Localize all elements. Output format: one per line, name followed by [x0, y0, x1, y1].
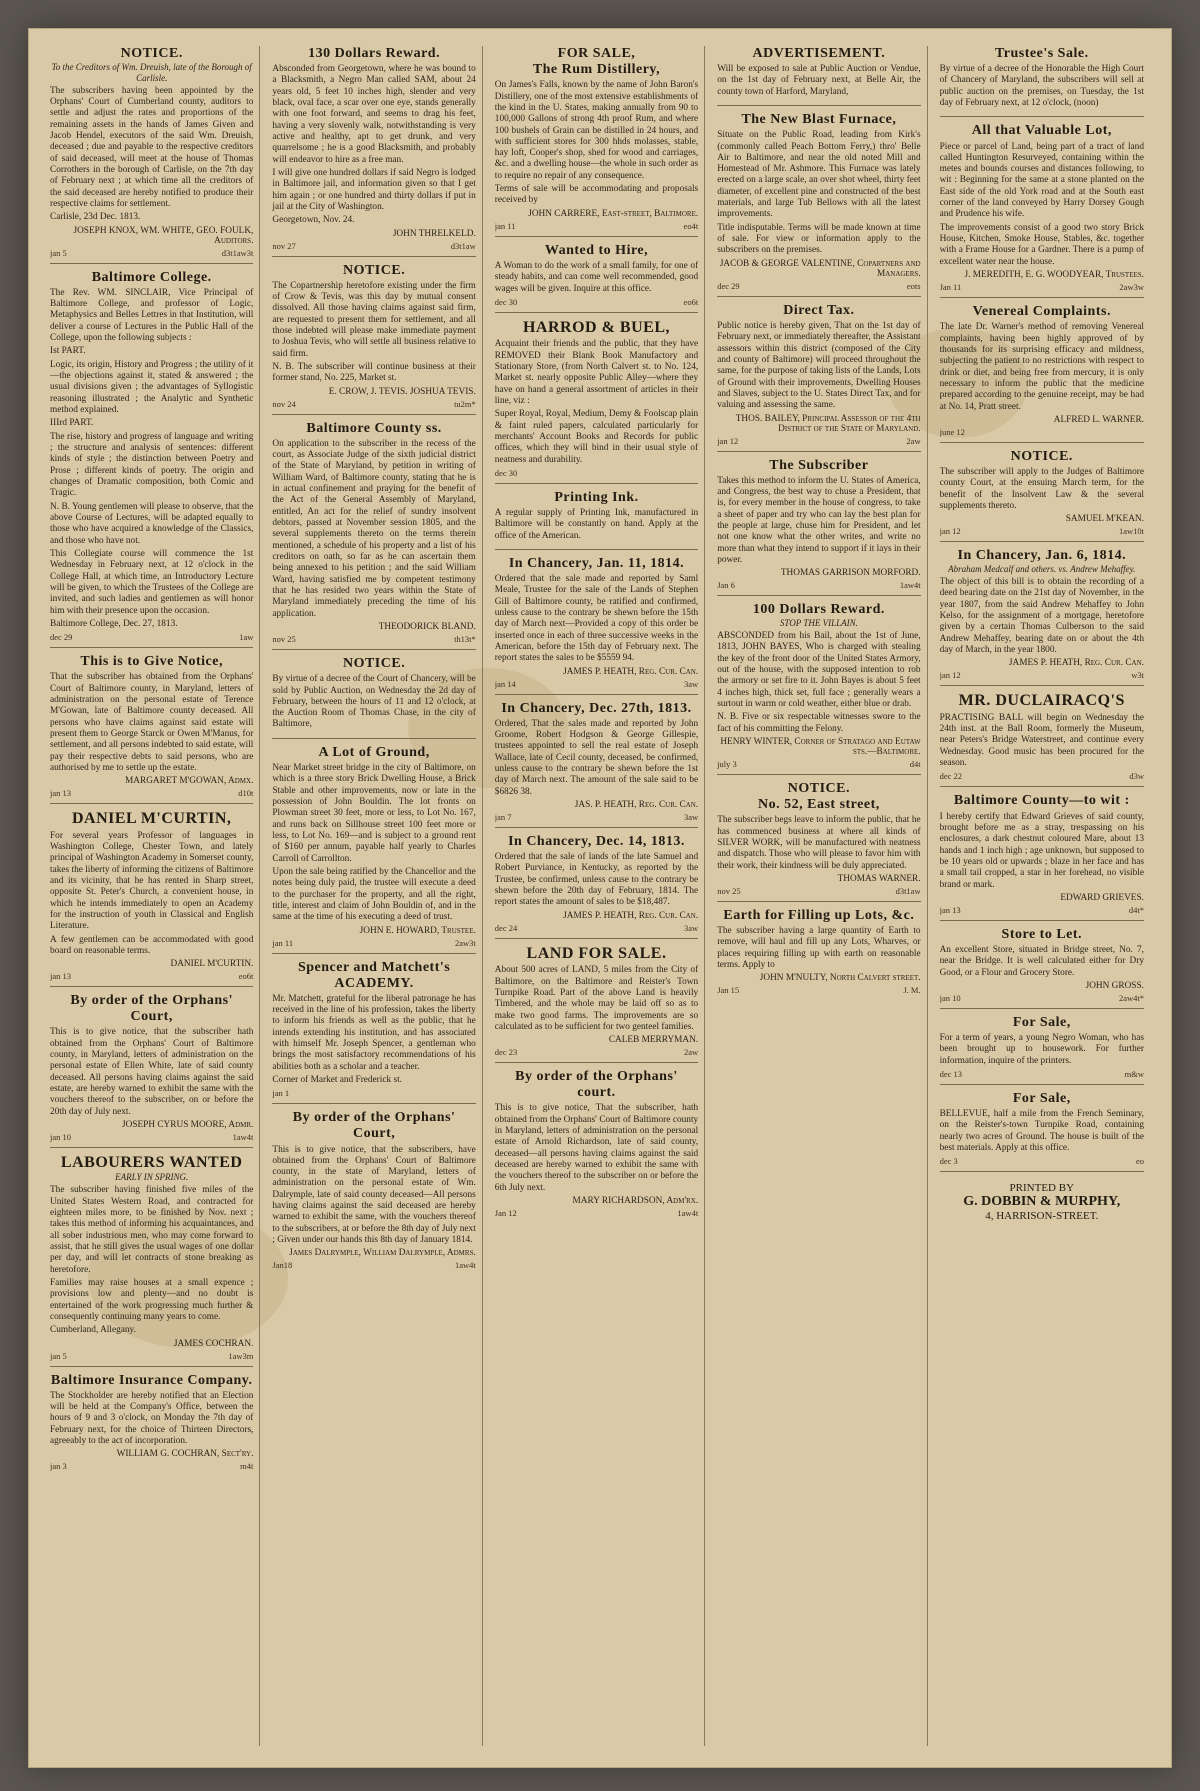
ad-paragraph: A few gentlemen can be accommodated with good board on reasonable terms. [50, 934, 254, 956]
ad-paragraph: Ordered, That the sales made and reported by John Groome, Robert Hodgson & George Gillespie, trustees appointed to sell the real estate of Joseph Wallace, late of Cecil county, deceased, be confirmed, unless cause to the contrary be shewn before the 1st day of March next. The amount of the sale said to be $6826 38. [494, 718, 699, 797]
ad-paragraph: Public notice is hereby given, That on the 1st day of February next, or immediately thereafter, the Assistant assessors within this district (composed of the City and county of Baltimore) will proceed throughout the same, for the purpose of taking lists of the Lands, Lots of Ground with their improvements, Dwelling Houses and Slaves, subject to the U. States Direct Tax, and for valuing and assessing the same. [717, 320, 921, 411]
ad-headline: Printing Ink. [554, 489, 639, 505]
ad-signature: JOHN GROSS. [1085, 980, 1144, 991]
ad-headline: DANIEL M'CURTIN, [71, 810, 232, 828]
ad-subtitle: To the Creditors of Wm. Dreuish, late of the Borough of Carlisle. [51, 62, 252, 83]
ad-signature: WILLIAM G. COCHRAN, Sect'ry. [116, 1449, 254, 1460]
ad-insertion-date: jan 13 [50, 788, 72, 799]
ad-insertion-date: jan 13 [939, 904, 961, 915]
ad-subtitle: STOP THE VILLAIN. [779, 618, 858, 629]
ad-insertion-mark: th13t* [454, 634, 476, 645]
advertisement [495, 1069, 698, 1223]
ad-headline: A Lot of Ground, [318, 744, 430, 760]
advertisement [940, 123, 1144, 298]
ad-headline: LABOURERS WANTED [60, 1154, 243, 1172]
ad-insertion-date: dec 23 [494, 1047, 518, 1058]
ad-headline: Wanted to Hire, [544, 242, 649, 258]
ad-paragraph: The subscriber having a large quantity of Earth to remove, will haul and fill up any Lots, Wharves, or places requiring filling up with earth on reasonable terms. Apply to [717, 925, 921, 970]
ad-paragraph: Ordered that the sale of lands of the late Samuel and Robert Purviance, in Kentucky, as reported by the Trustee, be confirmed, unless cause to the contrary be shewn before the 20th day of February, 1814. The report states the amount of sales to be $18,487. [494, 852, 699, 908]
ad-signature: JOHN M'NULTY, North Calvert street. [759, 973, 921, 984]
ad-headline: This is to Give Notice, [80, 654, 223, 670]
ad-paragraph: That the subscriber has obtained from the Orphans' Court of Baltimore county, in Maryland, letters of administration on the personal estate of Terence M'Gowan, late of Baltimore county deceased. All persons who have claims against said estate will present them to George Starck or Owen M'Manus, for settlement, and all persons indebted to said estate, will pay their respective debts to said persons, who are authorised by me to settle up the estate. [50, 672, 254, 773]
ad-insertion-mark: eots [906, 280, 921, 291]
advertisement [940, 46, 1144, 117]
ad-headline: Earth for Filling up Lots, &c. [723, 907, 915, 923]
ad-insertion-date: dec 3 [939, 1156, 958, 1167]
ad-insertion-mark: 1aw3m [228, 1350, 254, 1361]
ad-insertion-code [50, 971, 253, 981]
ad-insertion-code [495, 923, 698, 933]
ad-insertion-date: Jan 12 [494, 1207, 517, 1218]
ad-dateline: Baltimore College, Dec. 27, 1813. [50, 618, 178, 629]
printer-address: 4, HARRISON-STREET. [985, 1210, 1099, 1223]
ad-insertion-code [495, 812, 698, 822]
advertisement [50, 810, 253, 987]
ad-headline: 100 Dollars Reward. [752, 602, 885, 618]
ad-insertion-date: jan 12 [717, 435, 739, 446]
ad-headline: NOTICE. [342, 656, 406, 672]
ad-insertion-date: jan 11 [494, 220, 516, 231]
ad-insertion-mark: 3aw [684, 812, 699, 823]
ad-insertion-date: jan 12 [939, 670, 961, 681]
ad-insertion-mark: 3aw [684, 922, 699, 933]
advertisement [50, 993, 253, 1148]
ad-insertion-code [272, 938, 475, 948]
ad-insertion-code [50, 1132, 253, 1142]
advertisement [940, 927, 1144, 1009]
ad-insertion-mark: eo6t [683, 296, 699, 307]
ad-insertion-code [940, 993, 1144, 1003]
ad-paragraph: N. B. The subscriber will continue business at their former stand, No. 225, Market st. [272, 362, 476, 384]
advertisement [272, 1110, 475, 1275]
ad-signature: ALFRED L. WARNER. [1053, 414, 1144, 425]
column-4 [717, 46, 927, 1746]
ad-paragraph: Families may raise houses at a small expence ; provisions low and plenty—and no doubt is entertained of the work progressing much further & consequently continuing many years to come. [50, 1277, 254, 1322]
ad-paragraph: An excellent Store, situated in Bridge street, No. 7, near the Bridge. It is well calculated either for Dry Good, or a Flour and Grocery Store. [939, 944, 1144, 978]
advertisement [717, 602, 920, 775]
ad-insertion-date: jan 12 [939, 526, 961, 537]
ad-signature: J. MEREDITH, E. G. WOODYEAR, Trustees. [964, 270, 1144, 281]
ad-paragraph: This is to give notice, that the subscribers, have obtained from the Orphans' Court of Baltimore county, in the state of Maryland, letters of administration on the personal estate of Wm. Dalrymple, late of said county deceased—All persons having claims against the said deceased are hereby warned to exhibit the same, with the vouchers thereof to the subscribers, at or before the 8th day of July next ; Given under our hands this 8th day of January 1814. [272, 1144, 476, 1246]
ad-signature: CALEB MERRYMAN. [608, 1035, 699, 1046]
ad-insertion-mark: d3w [1129, 771, 1144, 782]
ad-paragraph: On application to the subscriber in the recess of the court, as Associate Judge of the sixth judicial district of the State of Maryland, by petition in writing of William Ward, of Baltimore county, stating that he is in actual confinement and praying for the benefit of the Act of the General Assembly of Maryland, entitled, An act for the relief of sundry insolvent debtors, passed at November session 1805, and the several supplements thereto on the terms therein mentioned, a schedule of his property and a list of his creditors on oath, so far as he can ascertain them being annexed to his petition ; and the said William Ward, having satisfied me by competent testimony that he has resided two years within the State of Maryland immediately preceding the time of his application. [272, 438, 476, 619]
ad-headline: By order of the Orphans' Court, [292, 1110, 456, 1142]
ad-headline: In Chancery, Jan. 11, 1814. [508, 555, 685, 571]
ad-insertion-mark: 1aw [239, 632, 254, 643]
ad-insertion-code [940, 282, 1144, 292]
ad-paragraph: The subscribers having been appointed by the Orphans' Court of Cumberland county, auditors to settle and adjust the rates and proportions of the remaining assets in the hands of James Given and Jacob Hendel, executors of the said Wm. Dreuish, deceased ; due and payable to the respective creditors of said deceased, will meet at the house of Thomas Corrothers in the borough of Carlisle, on the 7th day of February next ; at which time all the creditors of the said deceased are hereby notified to produce their respective claims for settlement. [50, 85, 254, 209]
ad-signature: JAMES COCHRAN. [173, 1338, 254, 1349]
ad-paragraph: The improvements consist of a good two story Brick House, Kitchen, Smoke House, Stables, &c. together with a Frame House for a Gardner. There is a pump of excellent water near the house. [939, 222, 1144, 267]
ad-headline: Baltimore County ss. [306, 420, 442, 436]
ad-insertion-mark: tu2m* [454, 398, 476, 409]
ad-paragraph: Piece or parcel of Land, being part of a tract of land called Huntington Resurveyed, containing within the metes and bounds courses and distances following, to wit : Beginning for the same at a stone planted on the East side of the old York road and at the South east corner of the land conveyed by Harry Dorsey Gough and Prudence his wife. [939, 141, 1144, 220]
ad-insertion-code [495, 1047, 698, 1057]
column-grid [50, 46, 1150, 1746]
ad-insertion-code [717, 436, 920, 446]
ad-insertion-date: jan 3 [50, 1461, 67, 1472]
advertisement [940, 692, 1144, 787]
ad-paragraph: By virtue of a decree of the Honorable the High Court of Chancery of Maryland, the subscribers will sell at public auction on the premises, on Tuesday, the 1st day of February next, at 12 o'clock, (noon) [939, 64, 1144, 109]
ad-insertion-mark: J. M. [903, 985, 921, 996]
ad-paragraph: ABSCONDED from his Bail, about the 1st of June, 1813, JOHN BAYES, Who is charged with stealing the key of the front door of the United States Armory, out of the house, with the supposed intention to rob the armory or set fire to it. John Bayes is about 5 feet 4 inches high, thick set, full face ; generally wears a surtout in warm or cold weather, either blue or drab. [717, 631, 921, 710]
ad-paragraph: The object of this bill is to obtain the recording of a deed bearing date on the 21st day of November, in the year 1807, from the said Andrew Mehaffey to John Kelso, for the assignment of a mortgage, heretofore given by a certain Thomas Culberson to the said Andrew Mehaffey, bearing date on or about the 4th day of March, in the year 1800. [939, 577, 1144, 656]
ad-insertion-mark: 2aw3w [1119, 282, 1144, 293]
ad-insertion-date: jan 10 [939, 992, 961, 1003]
ad-paragraph: Corner of Market and Frederick st. [272, 1074, 402, 1085]
ad-insertion-code [940, 526, 1144, 536]
ad-paragraph: The Rev. WM. SINCLAIR, Vice Principal of Baltimore College, and professor of Logic, Metaphysics and Belles Lettres in that Institution, will deliver a course of Lectures in the Public Hall of the College, upon the following subjects : [50, 287, 254, 344]
ad-insertion-date: nov 25 [717, 885, 741, 896]
ad-paragraph: The late Dr. Warner's method of removing Venereal complaints, having been highly approved of by thousands for its surprising efficacy and mildness, subjecting the patient to no restrictions with respect to drink or diet, and being free from mercury, it is only necessary to inform the public that the medicine prepared according to the genuine receipt, may be had at No. 14, Pratt street. [939, 322, 1144, 412]
ad-dateline: Cumberland, Allegany. [50, 1325, 136, 1336]
ad-headline: Baltimore Insurance Company. [50, 1372, 253, 1388]
ad-signature: MARY RICHARDSON, Adm'rx. [572, 1195, 699, 1206]
advertisement [495, 834, 698, 939]
newspaper-page [28, 28, 1172, 1768]
ad-insertion-code [495, 1208, 698, 1218]
ad-insertion-date: Jan 11 [939, 282, 962, 293]
ad-insertion-mark: d4t [909, 759, 921, 770]
ad-signature: JOHN CARRERE, East-street, Baltimore. [528, 208, 699, 219]
ad-headline: The Subscriber [769, 457, 869, 473]
ad-headline: Direct Tax. [783, 302, 855, 318]
ad-paragraph: This is to give notice, that the subscriber hath obtained from the Orphans' Court of Baltimore county, in Maryland, letters of administration on the personal estate of Ellen White, late of said county deceased. All persons having claims against the said estate, are hereby warned to exhibit the same with the vouchers thereof to the subscriber, on or before the 20th day of July next. [50, 1027, 254, 1117]
advertisement [50, 1373, 253, 1477]
column-2 [272, 46, 482, 1746]
ad-signature: JOHN E. HOWARD, Trustee. [359, 925, 476, 936]
ad-headline: MR. DUCLAIRACQ'S [958, 692, 1125, 710]
ad-signature: THEODORICK BLAND. [378, 622, 476, 633]
ad-paragraph: Will be exposed to sale at Public Auction or Vendue, on the 1st day of February next, at Belle Air, the county town of Harford, Maryland, [717, 64, 921, 97]
ad-signature: James Dalrymple, William Dalrymple, Admrs. [289, 1248, 476, 1259]
ad-insertion-mark: d3t1aw [895, 885, 921, 896]
ad-signature: SAMUEL M'KEAN. [1065, 514, 1144, 525]
ad-paragraph: This is to give notice, That the subscriber, hath obtained from the Orphans' Court of Baltimore county in Maryland, letters of administration on the personal estate of Arnold Richardson, late of said county, deceased—all persons having claims against the said deceased are hereby warned to exhibit the same with the vouchers thereof to the subscriber on or before the 6th July next. [494, 1103, 699, 1193]
ad-headline: Venereal Complaints. [972, 304, 1111, 320]
ad-insertion-mark: w3t [1131, 670, 1144, 681]
ad-insertion-date: dec 29 [50, 632, 73, 643]
ad-headline: Trustee's Sale. [995, 46, 1089, 61]
advertisement [495, 490, 698, 550]
ad-insertion-mark: 2aw3t [455, 937, 476, 948]
advertisement [940, 548, 1144, 686]
advertisement [940, 449, 1144, 542]
ad-insertion-date: june 12 [939, 426, 965, 437]
printer-imprint [940, 1182, 1144, 1222]
ad-paragraph: Takes this method to inform the U. States of America, and Congress, the best way to chuse a President, that is, for every member in the house of congress, to take a sheet of paper and try who can lay the best plan for the people at large, chuse him for President, and let not one know what the other writes, and write no more than what they intend to support if it lays in their power. [717, 475, 921, 565]
ad-insertion-date: dec 22 [939, 771, 963, 782]
ad-headline: NOTICE. [787, 781, 850, 797]
ad-insertion-code [940, 1156, 1144, 1166]
ad-signature: JAMES P. HEATH, Reg. Cur. Can. [563, 910, 699, 921]
ad-headline: NOTICE. [120, 46, 183, 61]
ad-headline: The New Blast Furnace, [741, 112, 897, 128]
ad-headline: In Chancery, Jan. 6, 1814. [957, 548, 1127, 564]
ad-insertion-date: nov 24 [272, 398, 296, 409]
ad-paragraph: About 500 acres of LAND, 5 miles from the City of Baltimore, on the Baltimore and Reister's Town Turnpike Road. Part of the above Land is heavily Timbered, and the whole may be laid off so as to make two good farms. The improvements are so calculated as to be sufficient for two genteel families. [494, 965, 699, 1032]
ad-paragraph: For a term of years, a young Negro Woman, who has been brought up to housework. For further information, inquire of the printers. [939, 1033, 1144, 1066]
advertisement [495, 319, 698, 484]
ad-insertion-mark: 2aw4t* [1118, 992, 1144, 1003]
ad-paragraph: Near Market street bridge in the city of Baltimore, on which is a three story Brick Dwelling House, a Brick Stable and other improvements, now or late in the possession of John Bouldin. The lot fronts on Plowman street 30 feet, more or less, to Lot No. 167, and runs back on Sillhouse street 100 feet more or less, to Lot No. 169—and is subject to a ground rent of $160 per annum, payable half yearly to Charles Carroll of Carrollton. [272, 762, 476, 864]
advertisement [940, 1015, 1144, 1085]
ad-insertion-date: Jan 15 [717, 985, 740, 996]
ad-signature: JOHN THRELKELD. [392, 228, 476, 239]
ad-insertion-mark: 1aw4t [899, 580, 921, 591]
ad-insertion-code [272, 634, 475, 644]
ad-paragraph: Mr. Matchett, grateful for the liberal patronage he has received in the line of his profession, takes the liberty to inform his friends as well as the public, that he intends extending his institution, and has associated with himself Mr. Joseph Spencer, a gentleman who brings the most satisfactory recommendations of his abilities both as a scholar and a teacher. [272, 993, 476, 1072]
ad-paragraph: The subscriber having finished five miles of the United States Western Road, and contracted for eighteen miles more, to be finished by Nov. next ; takes this method of informing his acquaintances, and all sober industrious men, who may come forward to assist, that he still gives the usual wages of one dollar per day, and will let contracts of stone breaking as heretofore. [50, 1185, 254, 1275]
ad-insertion-date: dec 29 [717, 280, 740, 291]
ad-headline: ADVERTISEMENT. [752, 46, 886, 61]
ad-signature: THOMAS GARRISON MORFORD. [780, 568, 921, 579]
ad-headline: NOTICE. [1010, 448, 1073, 464]
ad-insertion-date: jan 5 [50, 247, 67, 258]
ad-signature: EDWARD GRIEVES. [1060, 892, 1144, 903]
ad-paragraph: The Copartnership heretofore existing under the firm of Crow & Tevis, was this day by mutual consent dissolved. All those having claims against said firm, are requested to present them for settlement, and all those indebted will please make immediate payment to Joshua Tevis, who will settle all business relative to said firm. [272, 280, 476, 359]
ad-subheadline: No. 52, East street, [758, 797, 880, 813]
advertisement [272, 46, 475, 257]
ad-headline: Spencer and Matchett's [297, 959, 451, 975]
ad-paragraph: Terms of sale will be accommodating and proposals received by [494, 184, 699, 206]
ad-insertion-code [940, 670, 1144, 680]
advertisement [495, 945, 698, 1063]
ad-headline: For Sale, [1012, 1091, 1071, 1106]
advertisement [50, 1154, 253, 1366]
ad-insertion-code [50, 632, 253, 642]
ad-paragraph: The subscriber will apply to the Judges of Baltimore county Court, at the ensuing March term, for the benefit of the Insolvent Law & the several supplements thereto. [939, 466, 1144, 511]
column-5 [940, 46, 1150, 1746]
ad-insertion-mark: 3aw [684, 678, 699, 689]
advertisement [495, 243, 698, 313]
ad-subheadline: ACADEMY. [334, 975, 414, 991]
ad-insertion-code [717, 886, 920, 896]
ad-insertion-code [50, 1351, 253, 1361]
advertisement [717, 112, 920, 297]
advertisement [272, 421, 475, 650]
advertisement [50, 654, 253, 804]
ad-paragraph: BELLEVUE, half a mile from the French Seminary, on the Reister's-town Turnpike Road, containing nearly two acres of Ground. The house is built of the best materials. Apply at this office. [939, 1109, 1144, 1154]
ad-paragraph: I will give one hundred dollars if said Negro is lodged in Baltimore jail, and information given so that I get him again ; or one hundred and thirty dollars if put in jail at the City of Washington. [272, 168, 476, 213]
ad-insertion-mark: eo6t [238, 971, 254, 982]
ad-headline: HARROD & BUEL, [522, 318, 670, 336]
ad-insertion-date: Jan 6 [717, 580, 735, 591]
ad-paragraph: PRACTISING BALL will begin on Wednesday the 24th inst. at the Ball Room, formerly the Museum, near Peters's Bridge Waterstreet, and continue every Wednesday. Good music has been procured for the season. [939, 712, 1144, 769]
ad-paragraph: I hereby certify that Edward Grieves of said county, brought before me as a stray, trespassing on his enclosures, a dark chestnut coloured Mare, about 13 hands and 1 inch high ; age unknown, but supposed to be 10 years old or upwards ; blaze in her face and has a small tail cropped, a star in her forehead, no visible brand or mark. [939, 811, 1144, 890]
ad-insertion-code [940, 905, 1144, 915]
ad-dateline: Carlisle, 23d Dec. 1813. [50, 212, 141, 223]
ad-insertion-code [50, 1461, 253, 1471]
advertisement [50, 46, 253, 264]
ad-subtitle: Abraham Medcalf and others. vs. Andrew Mehaffey. [948, 564, 1136, 575]
ad-insertion-mark: m4t [240, 1461, 254, 1472]
printer-line: PRINTED BY [1009, 1182, 1075, 1195]
advertisement [272, 745, 475, 954]
advertisement [495, 46, 698, 237]
ad-insertion-date: nov 25 [272, 634, 296, 645]
ad-insertion-date: jan 1 [272, 1088, 290, 1099]
ad-paragraph: For several years Professor of languages in Washington College, Chester Town, and lately principal of Washington Academy in Somerset county, takes the liberty of informing the citizens of Baltimore and its vicinity, that he has rented in Sharp street, opposite St. Peter's Church, a convenient house, in which he intends immediately to open an Academy for the instruction of youth in Classical and English Literature. [50, 830, 254, 932]
ad-insertion-date: dec 24 [494, 922, 518, 933]
ad-paragraph: On James's Falls, known by the name of John Baron's Distillery, one of the most extensive establishments of the kind in the U. States, making annually from 90 to 100,000 Gallons of strong 4th proof Rum, and where 100 bushels of Grain can be distilled in 24 hours, and with sufficient stores for 300 hhds molasses, stable, hay loft, Cooper's shop, shed for wood and carriages, &c. and a dwelling house—the whole in such order as to require no repair of any consequence. [494, 80, 699, 181]
ad-insertion-mark: d3t1aw3t [221, 247, 254, 258]
ad-insertion-date: dec 30 [494, 467, 518, 478]
ad-headline: Baltimore College. [91, 269, 212, 285]
ad-headline: In Chancery, Dec. 27th, 1813. [501, 700, 692, 716]
ad-paragraph: A Woman to do the work of a small family, for one of steady habits, and can come well recommended, good wages will be given. Inquire at this office. [494, 260, 699, 294]
ad-insertion-date: jan 13 [50, 971, 72, 982]
ad-headline: By order of the Orphans' court. [515, 1069, 678, 1101]
ad-paragraph: Super Royal, Royal, Medium, Demy & Foolscap plain & faint ruled papers, calculated particularly for merchants' Account Books and Records for public offices, which they will bind in their usual style of neatness and durability. [494, 409, 699, 465]
ad-insertion-code [940, 427, 1144, 437]
ad-dateline: Georgetown, Nov. 24. [272, 215, 355, 226]
advertisement [940, 793, 1144, 920]
ad-paragraph: Upon the sale being ratified by the Chancellor and the notes being duly paid, the trustee will execute a deed to the purchaser for the property, and all the right, title, interest and claim of John Bouldin of, and in the same at the time of his executing a deed of trust. [272, 866, 476, 923]
ad-insertion-mark: d10t [238, 788, 254, 799]
ad-insertion-mark: 2aw [906, 435, 921, 446]
ad-headline: 130 Dollars Reward. [308, 46, 441, 61]
ad-insertion-mark: 1aw10t [1118, 526, 1144, 537]
ad-signature: DANIEL M'CURTIN. [170, 959, 254, 970]
ad-insertion-date: july 3 [717, 759, 737, 770]
ad-insertion-code [495, 297, 698, 307]
ad-signature: JOSEPH KNOX, WM. WHITE, GEO. FOULK, Auditors. [73, 225, 254, 246]
ad-paragraph: A regular supply of Printing Ink, manufactured in Baltimore will be constantly on hand. Apply at the office of the American. [494, 507, 699, 541]
advertisement [717, 908, 920, 1000]
ad-signature: JAMES P. HEATH, Reg. Cur. Can. [563, 666, 699, 677]
ad-insertion-mark: 1aw4t [677, 1207, 699, 1218]
advertisement [940, 1091, 1144, 1172]
ad-paragraph: N. B. Young gentlemen will please to observe, that the above Course of Lectures, will be adapted equally to those who have acquired a knowledge of the Classics, and those who have not. [50, 501, 254, 546]
ad-insertion-code [717, 580, 920, 590]
ad-insertion-mark: 2aw [684, 1047, 699, 1058]
ad-insertion-mark: eo4t [683, 220, 699, 231]
ad-insertion-date: nov 27 [272, 240, 296, 251]
ad-paragraph: Title indisputable. Terms will be made known at time of sale. For view or information apply to the subscribers on the premises. [717, 222, 921, 256]
ad-insertion-mark: 1aw4t [232, 1132, 254, 1143]
ad-signature: MARGARET M'GOWAN, Admx. [125, 776, 254, 787]
ad-signature: THOMAS WARNER. [837, 873, 921, 884]
ad-headline: In Chancery, Dec. 14, 1813. [508, 834, 685, 850]
ad-insertion-date: jan 5 [50, 1350, 67, 1361]
printer-name: G. DOBBIN & MURPHY, [963, 1194, 1121, 1210]
advertisement [272, 960, 475, 1105]
ad-insertion-code [495, 221, 698, 231]
advertisement [272, 656, 475, 739]
ad-headline: For Sale, [1012, 1014, 1071, 1030]
ad-subtitle: EARLY IN SPRING. [115, 1172, 189, 1183]
ad-signature: THOS. BAILEY, Principal Assessor of the 4th District of the State of Maryland. [735, 413, 921, 434]
ad-headline: Store to Let. [1001, 926, 1083, 942]
ad-signature: JAS. P. HEATH, Reg. Cur. Can. [574, 800, 699, 811]
ad-paragraph: Ordered that the sale made and reported by Saml Meale, Trustee for the sale of the Lands of Stephen Gill of Baltimore county, be ratified and confirmed, unless cause to the contrary be shewn before the 15th day of March next—Provided a copy of this order be inserted once in each of three successive weeks in the American, before the 15th day of February next. The report states the sales to be $5559 94. [494, 574, 699, 664]
ad-signature: JOSEPH CYRUS MOORE, Admr. [121, 1120, 254, 1131]
ad-insertion-code [272, 1088, 475, 1098]
advertisement [272, 263, 475, 415]
ad-paragraph: Acquaint their friends and the public, that they have REMOVED their Blank Book Manufactory and Stationary Store, (from North Calvert st. to No. 124, Market st. nearly opposite Public Alley—where they have on hand a general assortment of articles in their line, viz : [494, 339, 699, 406]
column-3 [495, 46, 705, 1746]
ad-paragraph: This Collegiate course will commence the 1st Wednesday in February next, at 12 o'clock in the College Hall, at which time, an Introductory Lecture will be given, to which the Trustees of the College are invited, and such ladies and gentlemen as will honor him with their presence upon the occasion. [50, 548, 254, 616]
ad-signature: JAMES P. HEATH, Reg. Cur. Can. [1008, 658, 1144, 669]
ad-insertion-code [940, 1069, 1144, 1079]
ad-paragraph: Logic, its origin, History and Progress ; the utility of it—the objections against it, stated & answered ; the usual divisions given ; the advantages of Syllogistic reasoning illustrated ; the Analytic and Synthetic method explained. [50, 359, 254, 415]
ad-signature: HENRY WINTER, Corner of Stratago and Eutaw sts.—Baltimore. [720, 737, 921, 758]
ad-paragraph: The rise, history and progress of language and writing ; the structure and analysis of sentences: different kinds of style ; the distinction between Poetry and Prose ; different kinds of poetry. The origin and changes of Dramatic composition, both Comic and Tragic. [50, 431, 254, 499]
advertisement [717, 458, 920, 597]
ad-insertion-date: dec 13 [939, 1069, 963, 1079]
ad-insertion-code [272, 241, 475, 251]
ad-paragraph: The Stockholder are hereby notified that an Election will be held at the Company's Office, between the hours of 9 and 3 o'clock, on Monday the 7th day of February next, for the choice of Thirteen Directors, agreeably to the act of incorporation. [50, 1390, 254, 1446]
ad-insertion-mark: 1aw4t [455, 1260, 476, 1271]
column-1 [50, 46, 260, 1746]
ad-insertion-code [495, 468, 698, 478]
ad-insertion-code [717, 281, 920, 291]
ad-insertion-mark: d3t1aw [450, 240, 476, 251]
advertisement [717, 781, 920, 902]
ad-paragraph: By virtue of a decree of the Court of Chancery, will be sold by Public Auction, on Wednesday the 2d day of February, between the hours of 11 and 12 o'clock, at the Auction Room of Thomas Chase, in the city of Baltimore, [272, 674, 476, 730]
ad-insertion-code [272, 1260, 475, 1270]
ad-insertion-date: jan 10 [50, 1132, 72, 1143]
advertisement [495, 701, 698, 828]
ad-insertion-mark: eo [1135, 1156, 1144, 1167]
ad-signature: E. CROW, J. TEVIS. JOSHUA TEVIS. [328, 386, 476, 397]
advertisement [940, 304, 1144, 443]
ad-insertion-code [272, 399, 475, 409]
ad-paragraph: Ist PART. [50, 346, 86, 357]
ad-paragraph: Situate on the Public Road, leading from Kirk's (commonly called Peach Bottom Ferry,) thro' Belle Air to Baltimore, and near the old noted Mill and Homestead of Mr. Ashmore. This Furnace was lately erected on a large scale, an over shot wheel, thirty feet diameter, of excellent pine and constructed of the best materials, and large Tub Bellows with all the latest improvements. [717, 130, 921, 220]
ad-insertion-code [50, 248, 253, 258]
ad-insertion-mark: m&w [1124, 1069, 1144, 1079]
ad-insertion-code [495, 679, 698, 689]
ad-insertion-code [717, 985, 920, 995]
ad-insertion-code [717, 759, 920, 769]
advertisement [717, 46, 920, 106]
ad-insertion-mark: d4t* [1128, 904, 1144, 915]
ad-paragraph: Absconded from Georgetown, where he was bound to a Blacksmith, a Negro Man called SAM, about 24 years old, 5 feet 10 inches high, slender and very black, oval face, a scar over one eye, stands generally with one foot forward, and seems to drag his feet, having a very slovenly walk, notwithstanding is very active and healthy, apt to get drunk, and very quarrelsome ; he is a good Blacksmith, and probably will endeavor to hire as a free man. [272, 64, 476, 165]
ad-headline: By order of the Orphans' Court, [70, 993, 234, 1025]
ad-insertion-date: jan 11 [272, 937, 294, 948]
advertisement [717, 303, 920, 452]
advertisement [50, 270, 253, 649]
ad-signature: JACOB & GEORGE VALENTINE, Copartners and Managers. [719, 258, 921, 279]
ad-insertion-date: jan 7 [494, 812, 512, 823]
ad-headline: All that Valuable Lot, [971, 123, 1112, 139]
ad-insertion-code [50, 788, 253, 798]
ad-paragraph: The subscriber begs leave to inform the public, that he has commenced business at where all kinds of SILVER WORK, will be manufactured with neatness and dispatch. Those who will please to favor him with their work, their kindness will be duly appreciated. [717, 815, 921, 871]
ad-headline: NOTICE. [342, 262, 406, 278]
ad-insertion-date: Jan18 [272, 1260, 293, 1271]
ad-paragraph: IIIrd PART. [50, 418, 94, 429]
advertisement [495, 556, 698, 695]
ad-insertion-date: jan 14 [494, 678, 516, 689]
ad-insertion-date: dec 30 [494, 296, 518, 307]
ad-headline: Baltimore County—to wit : [953, 793, 1130, 809]
ad-subheadline: The Rum Distillery, [532, 62, 661, 78]
ad-headline: FOR SALE, [557, 46, 636, 61]
ad-paragraph: N. B. Five or six respectable witnesses swore to the fact of his committing the Felony. [717, 712, 921, 734]
ad-insertion-code [940, 771, 1144, 781]
ad-headline: LAND FOR SALE. [526, 944, 667, 962]
